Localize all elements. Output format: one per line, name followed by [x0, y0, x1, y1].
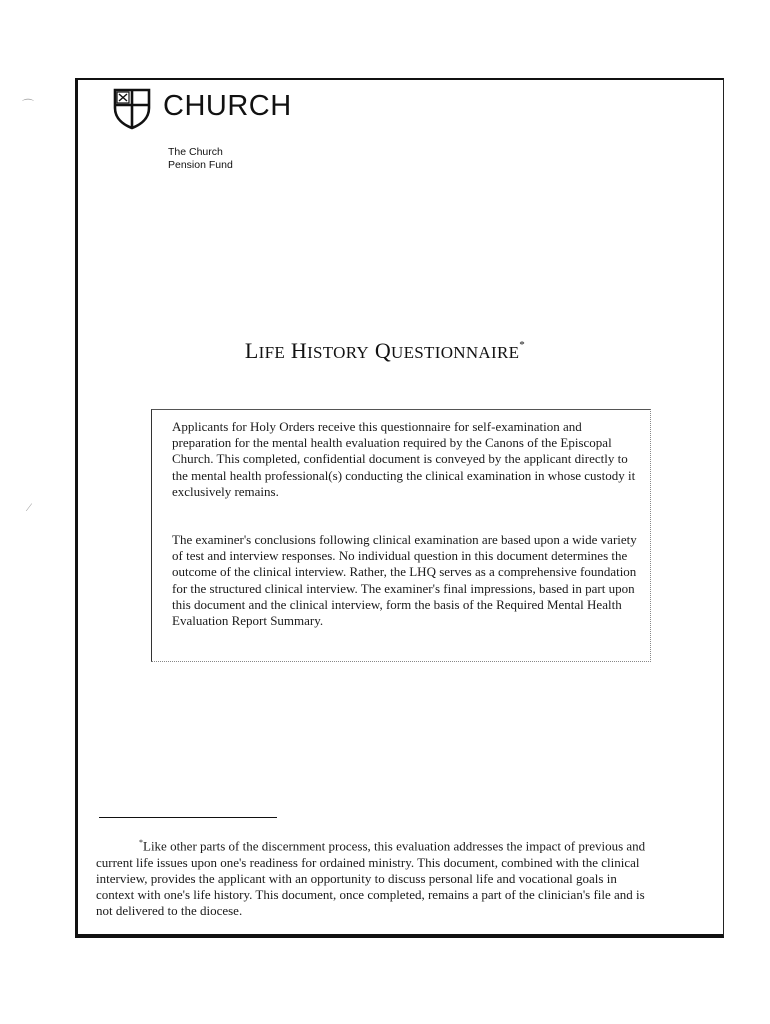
title-initial: Q [374, 338, 392, 363]
footnote-mark: * [139, 838, 143, 847]
footnote-separator [99, 817, 277, 818]
scan-artifact: ⁄ [28, 500, 31, 514]
document-title [0, 338, 770, 364]
footnote-text: Like other parts of the discernment process, this evaluation addresses the impact of previous and current life issues upon one's readiness for ordained ministry. This document, combined with the clinical interview, provides the applicant with an opportunity to discuss personal life and vocational goals in context with one's life history. This document, once completed, remains a part of the clinician's file and is not delivered to the diocese. [96, 838, 646, 919]
title-word-rest: UESTIONNAIRE [391, 343, 520, 362]
notice-paragraph-2: The examiner's conclusions following clinical examination are based upon a wide variety of test and interview responses. No individual question in this document determines the outcome of the clinical interview. Rather, the LHQ serves as a comprehensive foundation for the structured clinical interview. The examiner's final impressions, based in part upon this document and the clinical interview, form the basis of the Required Mental Health Evaluation Report Summary. [172, 532, 637, 629]
org-name-line-2: Pension Fund [168, 159, 233, 171]
notice-paragraph-1: Applicants for Holy Orders receive this questionnaire for self-examination and preparation for the mental health evaluation required by the Canons of the Episcopal Church. This completed, confidential document is conveyed by the applicant directly to the mental health professional(s) conducting the clinical examination in whose custody it exclusively remains. [172, 419, 636, 499]
title-word-rest: ISTORY [307, 343, 370, 362]
title-word-rest: IFE [258, 343, 286, 362]
church-shield-logo-icon [112, 88, 152, 130]
logo-wordmark: CHURCH [163, 90, 292, 122]
title-initial: H [290, 338, 308, 363]
title-footnote-mark: * [519, 338, 526, 351]
title-initial: L [244, 338, 259, 363]
scan-artifact: ⌒ [22, 98, 35, 112]
footnote [96, 835, 656, 919]
org-name-line-1: The Church [168, 146, 223, 158]
